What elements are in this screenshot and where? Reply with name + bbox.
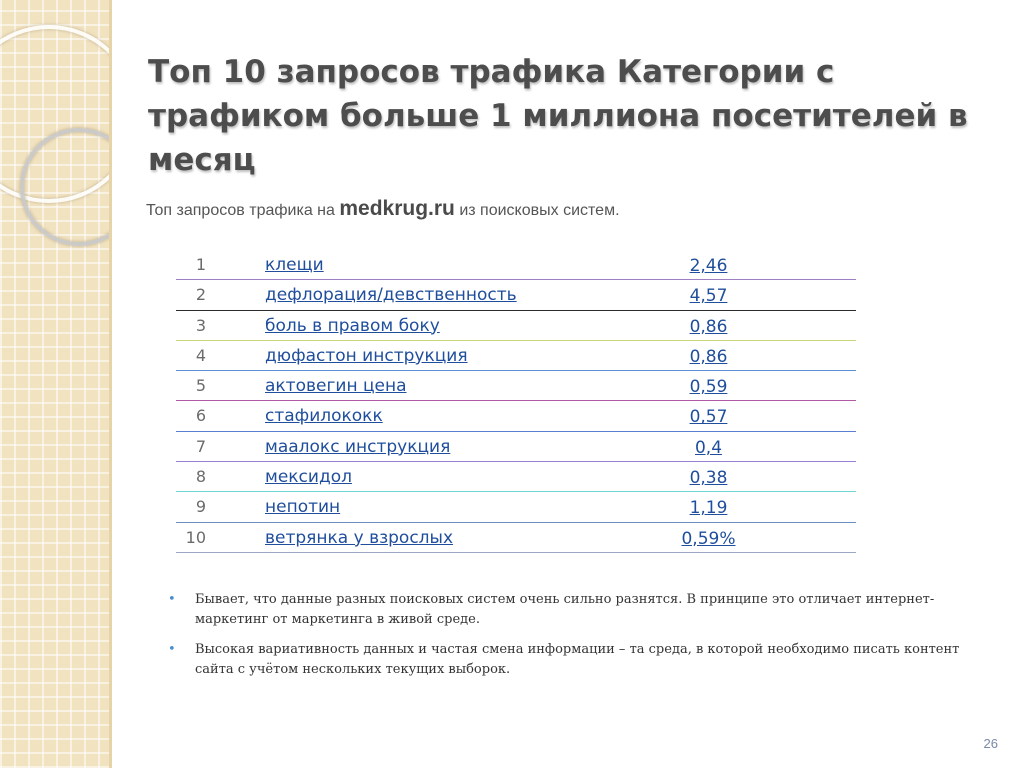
query-link[interactable]: актовегин цена: [265, 376, 407, 397]
table-row: [176, 492, 856, 522]
table-row: [176, 523, 856, 553]
row-number: 1: [195, 255, 206, 274]
row-divider: [176, 552, 856, 553]
row-number: 9: [195, 497, 206, 517]
table-row: [176, 280, 856, 310]
traffic-value[interactable]: 0,57: [689, 407, 728, 428]
table-caption: [146, 197, 620, 221]
bullet-item: [162, 640, 962, 680]
bullet-icon: •: [168, 592, 176, 607]
row-number: 7: [195, 436, 206, 456]
traffic-value[interactable]: 1,19: [689, 498, 728, 519]
query-link[interactable]: дефлорация/девственность: [265, 285, 517, 306]
caption-site: medkrug.ru: [339, 197, 455, 220]
table-row: [176, 311, 856, 341]
caption-text: из поисковых систем.: [454, 202, 620, 219]
traffic-value[interactable]: 0,86: [689, 346, 728, 367]
table-row: [176, 462, 856, 492]
query-link[interactable]: мексидол: [265, 467, 352, 488]
bullet-list: [162, 590, 962, 690]
traffic-value[interactable]: 2,46: [689, 256, 728, 276]
page-number: 26: [983, 736, 998, 751]
query-link[interactable]: боль в правом боку: [265, 315, 440, 336]
bullet-icon: •: [168, 642, 176, 657]
traffic-value[interactable]: 0,59%: [681, 528, 736, 549]
traffic-value[interactable]: 0,86: [689, 316, 728, 337]
row-number: 8: [195, 467, 206, 487]
row-number: 6: [195, 406, 206, 426]
table-row: [176, 371, 856, 401]
query-link[interactable]: маалокс инструкция: [265, 436, 451, 457]
query-link[interactable]: ветрянка у взрослых: [265, 527, 454, 548]
traffic-value[interactable]: 4,57: [689, 286, 728, 307]
caption-text: Топ запросов трафика на: [146, 202, 340, 219]
slide-title: Топ 10 запросов трафика Категории с трафиком больше 1 миллиона посетителей в месяц: [148, 54, 968, 178]
bullet-item: [162, 590, 962, 630]
row-number: 10: [185, 527, 206, 547]
row-number: 3: [195, 315, 206, 335]
table-row: [176, 401, 856, 431]
query-link[interactable]: стафилококк: [265, 406, 383, 427]
bullet-text: Бывает, что данные разных поисковых систем очень сильно разнятся. В принципе это отличает интернет-маркетинг от маркетинга в живой среде.: [195, 592, 935, 627]
query-table: [176, 250, 856, 553]
table-row: [176, 341, 856, 371]
row-number: 2: [195, 285, 206, 305]
traffic-value[interactable]: 0,38: [689, 468, 728, 489]
traffic-value[interactable]: 0,59: [689, 377, 728, 398]
traffic-value[interactable]: 0,4: [694, 437, 723, 458]
query-link[interactable]: непотин: [265, 497, 341, 518]
bullet-text: Высокая вариативность данных и частая смена информации – та среда, в которой необходимо писать контент сайта с учётом нескольких текущих выборок.: [195, 642, 960, 677]
table-row: [176, 250, 856, 280]
row-number: 4: [195, 345, 206, 365]
query-link[interactable]: дюфастон инструкция: [265, 345, 468, 366]
table-row: [176, 432, 856, 462]
decorative-side-panel: [0, 0, 112, 768]
row-number: 5: [195, 376, 206, 396]
query-link[interactable]: клещи: [265, 255, 324, 275]
